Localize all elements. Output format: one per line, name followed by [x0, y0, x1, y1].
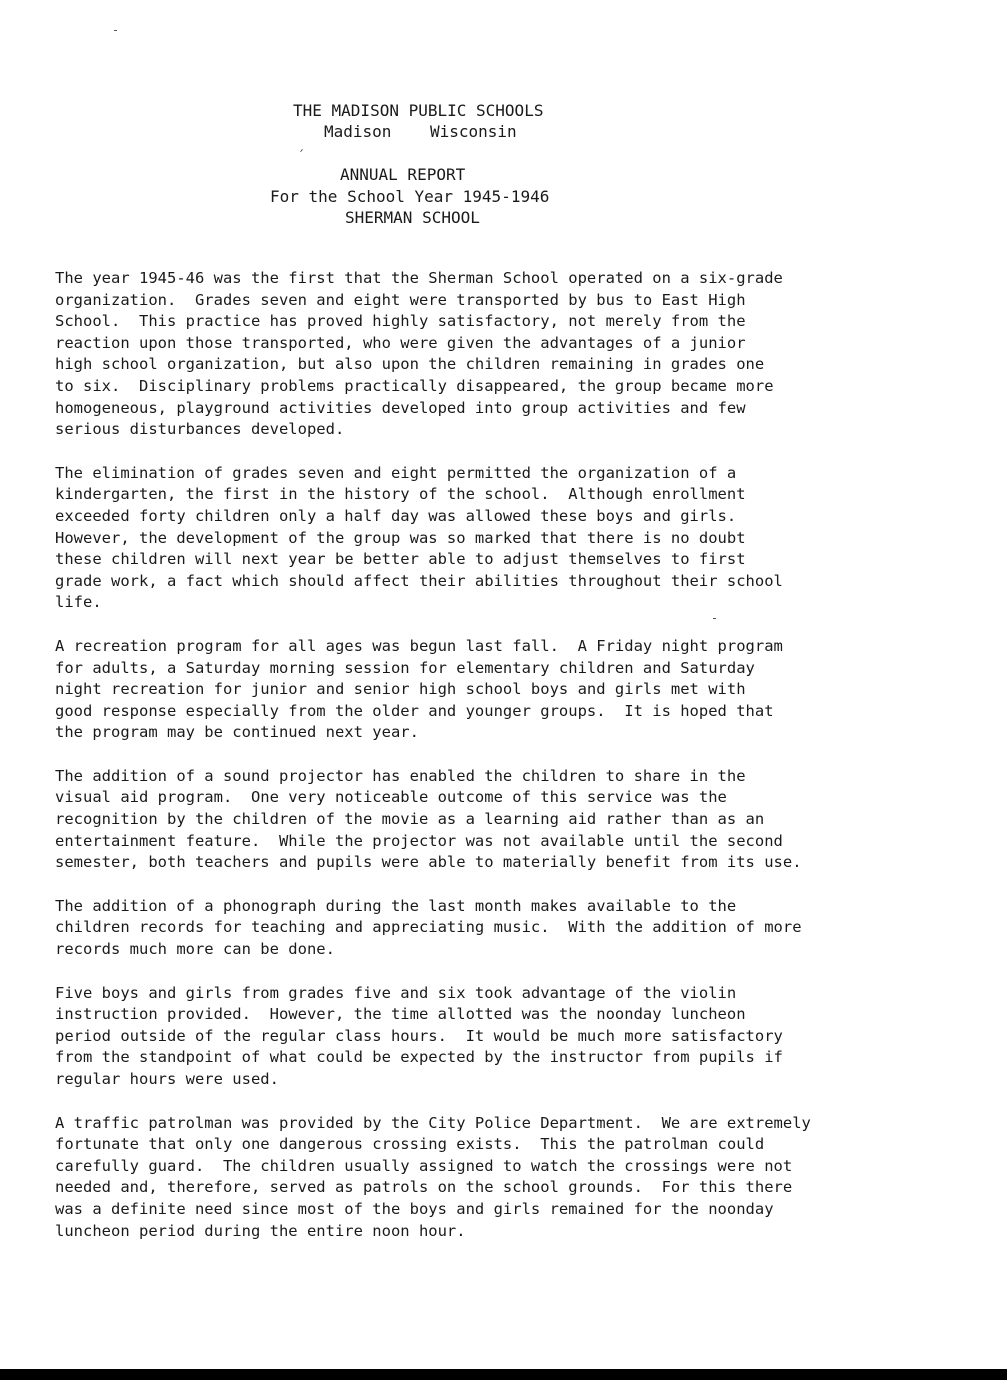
text-line: these children will next year be better able to adjust themselves to first — [55, 550, 746, 569]
text-line: organization. Grades seven and eight were transported by bus to East High — [55, 290, 746, 309]
text-line: A traffic patrolman was provided by the City Police Department. We are extremely — [55, 1113, 811, 1132]
text-line: homogeneous, playground activities developed into group activities and few — [55, 398, 746, 417]
text-line: The addition of a sound projector has enabled the children to share in the — [55, 766, 746, 785]
paragraph-violin — [55, 983, 935, 1091]
paragraph-recreation — [55, 636, 935, 744]
text-line: exceeded forty children only a half day was allowed these boys and girls. — [55, 506, 737, 525]
text-line: semester, both teachers and pupils were able to materially benefit from its use. — [55, 853, 802, 872]
text-line: Five boys and girls from grades five and six took advantage of the violin — [55, 983, 737, 1002]
header-report-title: ANNUAL REPORT — [340, 165, 466, 184]
text-line: fortunate that only one dangerous crossing exists. This the patrolman could — [55, 1135, 765, 1154]
text-line: instruction provided. However, the time allotted was the noonday luncheon — [55, 1005, 746, 1024]
text-line: serious disturbances developed. — [55, 420, 345, 439]
text-line: night recreation for junior and senior high school boys and girls met with — [55, 680, 746, 699]
text-line: School. This practice has proved highly satisfactory, not merely from the — [55, 312, 746, 331]
paragraph-organization — [55, 268, 935, 441]
text-line: However, the development of the group was so marked that there is no doubt — [55, 528, 746, 547]
text-line: recognition by the children of the movie as a learning aid rather than as an — [55, 810, 765, 829]
scan-speck — [114, 30, 117, 31]
text-line: The addition of a phonograph during the last month makes available to the — [55, 896, 737, 915]
scan-bottom-edge — [0, 1369, 1007, 1380]
text-line: carefully guard. The children usually assigned to watch the crossings were not — [55, 1156, 793, 1175]
text-line: The elimination of grades seven and eight permitted the organization of a — [55, 463, 737, 482]
paragraph-kindergarten — [55, 463, 935, 614]
text-line: records much more can be done. — [55, 940, 335, 959]
paragraph-phonograph — [55, 896, 935, 961]
text-line: A recreation program for all ages was begun last fall. A Friday night program — [55, 636, 783, 655]
text-line: grade work, a fact which should affect their abilities throughout their school — [55, 571, 783, 590]
text-line: to six. Disciplinary problems practically disappeared, the group became more — [55, 376, 774, 395]
text-line: entertainment feature. While the projector was not available until the second — [55, 831, 783, 850]
report-body — [55, 268, 935, 1264]
text-line: high school organization, but also upon the children remaining in grades one — [55, 355, 765, 374]
paragraph-traffic-patrol — [55, 1113, 935, 1243]
text-line: regular hours were used. — [55, 1070, 279, 1088]
text-line: good response especially from the older and younger groups. It is hoped that — [55, 701, 774, 720]
text-line: reaction upon those transported, who were given the advantages of a junior — [55, 333, 746, 352]
header-school-name: SHERMAN SCHOOL — [345, 208, 480, 227]
text-line: from the standpoint of what could be expected by the instructor from pupils if — [55, 1048, 783, 1067]
header-location: Madison Wisconsin — [324, 122, 517, 141]
text-line: luncheon period during the entire noon hour. — [55, 1221, 466, 1240]
paragraph-sound-projector — [55, 766, 935, 874]
text-line: needed and, therefore, served as patrols on the school grounds. For this there — [55, 1178, 793, 1197]
text-line: the program may be continued next year. — [55, 723, 419, 742]
header-school-year: For the School Year 1945-1946 — [270, 187, 550, 206]
text-line: period outside of the regular class hours. It would be much more satisfactory — [55, 1026, 783, 1045]
text-line: The year 1945-46 was the first that the Sherman School operated on a six-grade — [55, 269, 783, 287]
text-line: was a definite need since most of the boys and girls remained for the noonday — [55, 1199, 774, 1218]
text-line: kindergarten, the first in the history of the school. Although enrollment — [55, 485, 746, 504]
text-line: children records for teaching and appreciating music. With the addition of more — [55, 918, 802, 937]
scan-speck — [300, 149, 303, 152]
text-line: life. — [55, 593, 102, 612]
text-line: for adults, a Saturday morning session for elementary children and Saturday — [55, 658, 755, 677]
scan-speck — [713, 618, 716, 619]
text-line: visual aid program. One very noticeable outcome of this service was the — [55, 788, 727, 807]
header-district-name: THE MADISON PUBLIC SCHOOLS — [293, 101, 544, 120]
